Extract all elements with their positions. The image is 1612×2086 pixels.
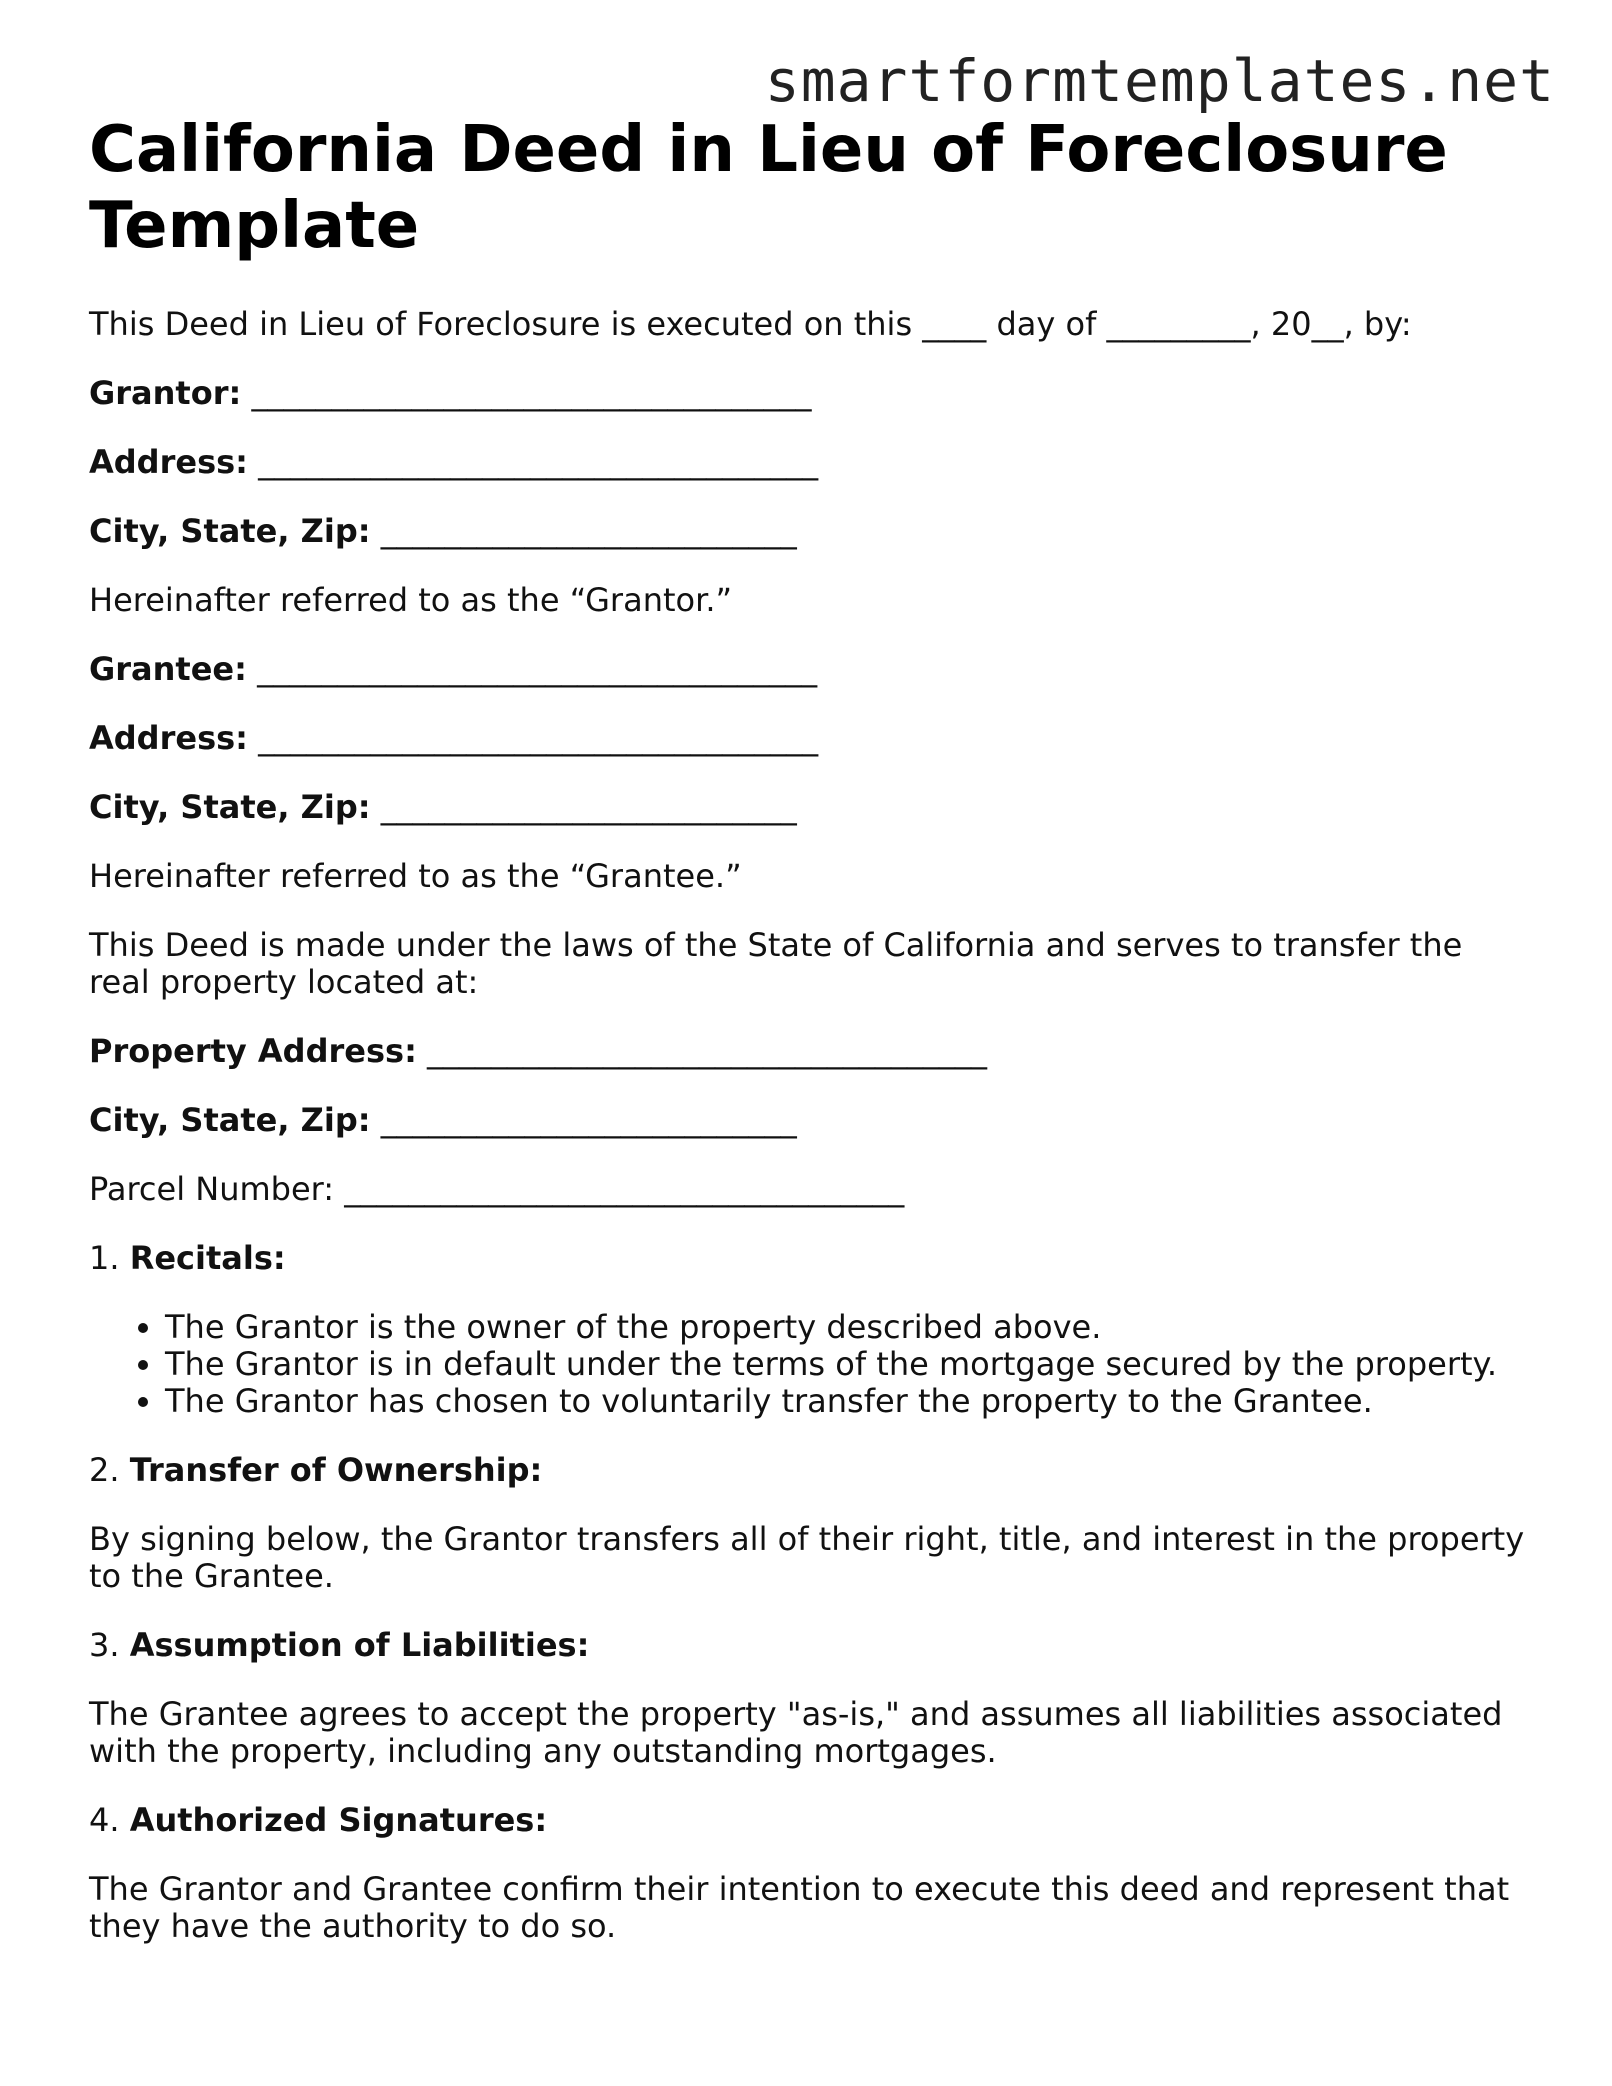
document-body: [89, 112, 1529, 1977]
property-address-blank: ___________________________________: [427, 1032, 988, 1070]
site-watermark: smartformtemplates.net: [764, 47, 1555, 115]
section-number: 2.: [89, 1451, 120, 1489]
property-address-field: [89, 1033, 1529, 1070]
section-liabilities-heading: [89, 1627, 1529, 1664]
property-address-label: Property Address:: [89, 1032, 417, 1070]
section-number: 1.: [89, 1239, 120, 1277]
section-title: Recitals:: [129, 1239, 286, 1277]
grantor-address-label: Address:: [89, 443, 248, 481]
intro-paragraph: This Deed in Lieu of Foreclosure is executed on this ____ day of _________, 20__, by:: [89, 305, 1412, 343]
grantee-city-label: City, State, Zip:: [89, 788, 371, 826]
grantee-name-blank: ___________________________________: [257, 650, 818, 688]
property-city-blank: __________________________: [380, 1101, 797, 1139]
property-city-label: City, State, Zip:: [89, 1101, 371, 1139]
grantor-referred-text: Hereinafter referred to as the “Grantor.”: [89, 581, 733, 619]
section-title: Assumption of Liabilities:: [129, 1626, 590, 1664]
grantor-city-field: [89, 513, 1529, 550]
section-signatures-body: The Grantor and Grantee confirm their intention to execute this deed and represent that they have the authority to do so.: [89, 1870, 1510, 1945]
section-title: Transfer of Ownership:: [129, 1451, 543, 1489]
property-intro-paragraph: This Deed is made under the laws of the State of California and serves to transfer the real property located at:: [89, 926, 1463, 1001]
grantor-address-field: [89, 444, 1529, 481]
grantor-city-label: City, State, Zip:: [89, 512, 371, 550]
grantee-address-label: Address:: [89, 719, 248, 757]
grantor-name-field: [89, 375, 1529, 412]
grantee-name-label: Grantee:: [89, 650, 247, 688]
recitals-list: [89, 1309, 1529, 1420]
section-number: 4.: [89, 1801, 120, 1839]
grantee-city-blank: __________________________: [380, 788, 797, 826]
grantee-address-blank: ___________________________________: [258, 719, 819, 757]
section-number: 3.: [89, 1626, 120, 1664]
section-title: Authorized Signatures:: [129, 1801, 548, 1839]
grantee-address-field: [89, 720, 1529, 757]
list-item: • The Grantor has chosen to voluntarily transfer the property to the Grantee.: [165, 1383, 1529, 1420]
grantor-name-blank: ___________________________________: [251, 374, 812, 412]
list-item: • The Grantor is the owner of the property described above.: [165, 1309, 1529, 1346]
parcel-number-field: Parcel Number: ___________________________________: [89, 1170, 905, 1208]
property-city-field: [89, 1102, 1529, 1139]
grantor-name-label: Grantor:: [89, 374, 242, 412]
section-transfer-heading: [89, 1452, 1529, 1489]
section-recitals-heading: [89, 1240, 1529, 1277]
grantor-address-blank: ___________________________________: [258, 443, 819, 481]
grantee-referred-text: Hereinafter referred to as the “Grantee.”: [89, 857, 742, 895]
section-signatures-heading: [89, 1802, 1529, 1839]
section-transfer-body: By signing below, the Grantor transfers all of their right, title, and interest in the property to the Grantee.: [89, 1520, 1525, 1595]
document-title: California Deed in Lieu of Foreclosure Template: [89, 113, 1448, 263]
list-item: • The Grantor is in default under the terms of the mortgage secured by the property.: [165, 1346, 1529, 1383]
grantor-city-blank: __________________________: [380, 512, 797, 550]
section-liabilities-body: The Grantee agrees to accept the property "as-is," and assumes all liabilities associated with the property, including any outstanding mortgages.: [89, 1695, 1503, 1770]
grantee-name-field: [89, 651, 1529, 688]
grantee-city-field: [89, 789, 1529, 826]
